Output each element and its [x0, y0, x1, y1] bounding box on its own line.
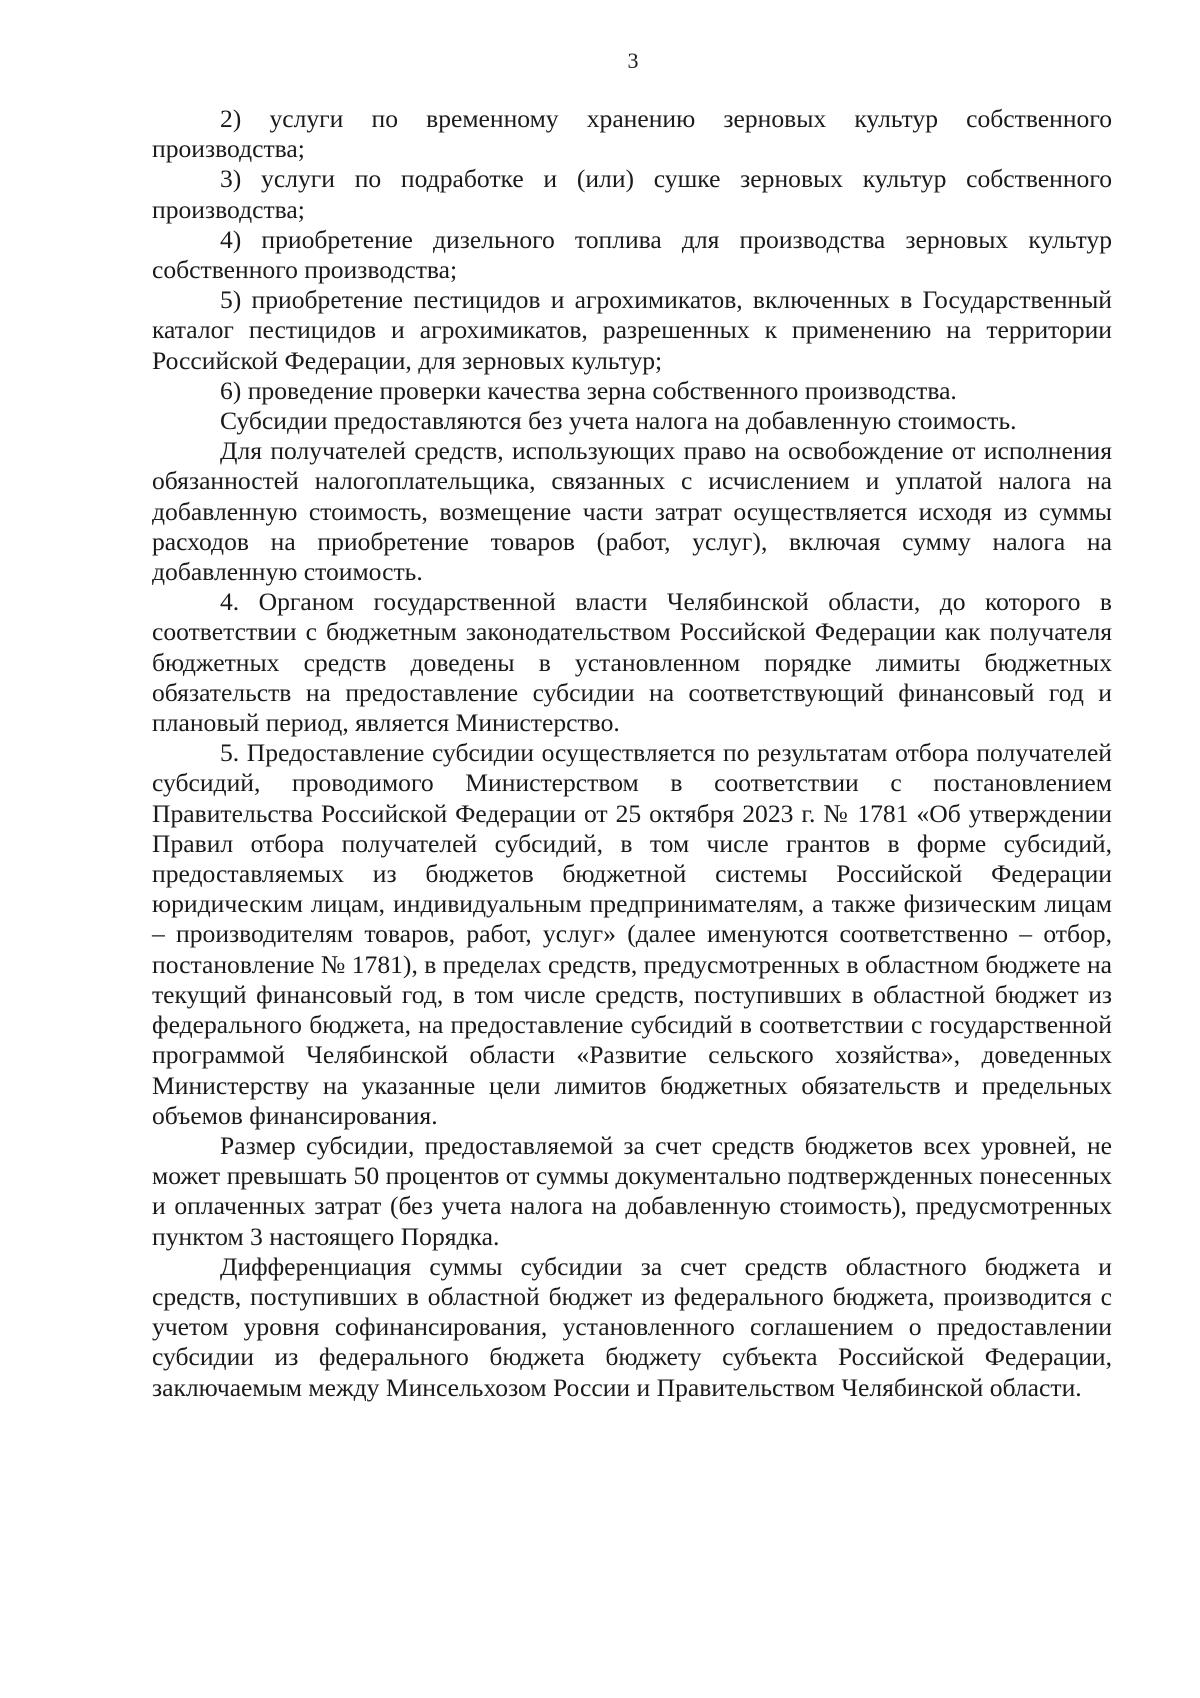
paragraph-item-2: 2) услуги по временному хранению зерновых культур собственного производства; [152, 104, 1112, 164]
paragraph-section-5: 5. Предоставление субсидии осуществляется по результатам отбора получателей субсидий, проводимого Министерством в соответствии с постановлением Правительства Российской Федерации от 25 октября 2023 г. № 1781 «Об утверждении Правил отбора получателей субсидий, в том числе грантов в форме субсидий, предоставляемых из бюджетов бюджетной системы Российской Федерации юридическим лицам, индивидуальным предпринимателям, а также физическим лицам – производителям товаров, работ, услуг» (далее именуются соответственно – отбор, постановление № 1781), в пределах средств, предусмотренных в областном бюджете на текущий финансовый год, в том числе средств, поступивших в областной бюджет из федерального бюджета, на предоставление субсидий в соответствии с государственной программой Челябинской области «Развитие сельского хозяйства», доведенных Министерству на указанные цели лимитов бюджетных обязательств и предельных объемов финансирования. [152, 738, 1112, 1130]
paragraph-vat-note: Субсидии предоставляются без учета налога на добавленную стоимость. [220, 406, 1017, 436]
paragraph-subsidy-size: Размер субсидии, предоставляемой за счет средств бюджетов всех уровней, не может превышать 50 процентов от суммы документально подтвержденных понесенных и оплаченных затрат (без учета налога на добавленную стоимость), предусмотренных пунктом 3 настоящего Порядка. [152, 1130, 1112, 1251]
paragraph-item-4: 4) приобретение дизельного топлива для производства зерновых культур собственного производства; [152, 224, 1112, 285]
paragraph-item-5: 5) приобретение пестицидов и агрохимикатов, включенных в Государственный каталог пестицидов и агрохимикатов, разрешенных к применению на территории Российской Федерации, для зерновых культур; [152, 285, 1112, 375]
paragraph-item-3: 3) услуги по подработке и (или) сушке зерновых культур собственного производства; [152, 164, 1112, 224]
paragraph-differentiation: Дифференциация суммы субсидии за счет средств областного бюджета и средств, поступивших в областной бюджет из федерального бюджета, производится с учетом уровня софинансирования, установленного соглашением о предоставлении субсидии из федерального бюджета бюджету субъекта Российской Федерации, заключаемым между Минсельхозом России и Правительством Челябинской области. [152, 1251, 1112, 1402]
paragraph-section-4: 4. Органом государственной власти Челябинской области, до которого в соответствии с бюджетным законодательством Российской Федерации как получателя бюджетных средств доведены в установленном порядке лимиты бюджетных обязательств на предоставление субсидии на соответствующий финансовый год и плановый период, является Министерство. [152, 587, 1112, 738]
paragraph-vat-exemption: Для получателей средств, использующих право на освобождение от исполнения обязанностей налогоплательщика, связанных с исчислением и уплатой налога на добавленную стоимость, возмещение части затрат осуществляется исходя из суммы расходов на приобретение товаров (работ, услуг), включая сумму налога на добавленную стоимость. [152, 436, 1112, 587]
document-body [152, 104, 1112, 1403]
paragraph-item-6: 6) проведение проверки качества зерна собственного производства. [220, 375, 957, 405]
page-number: 3 [627, 48, 639, 73]
